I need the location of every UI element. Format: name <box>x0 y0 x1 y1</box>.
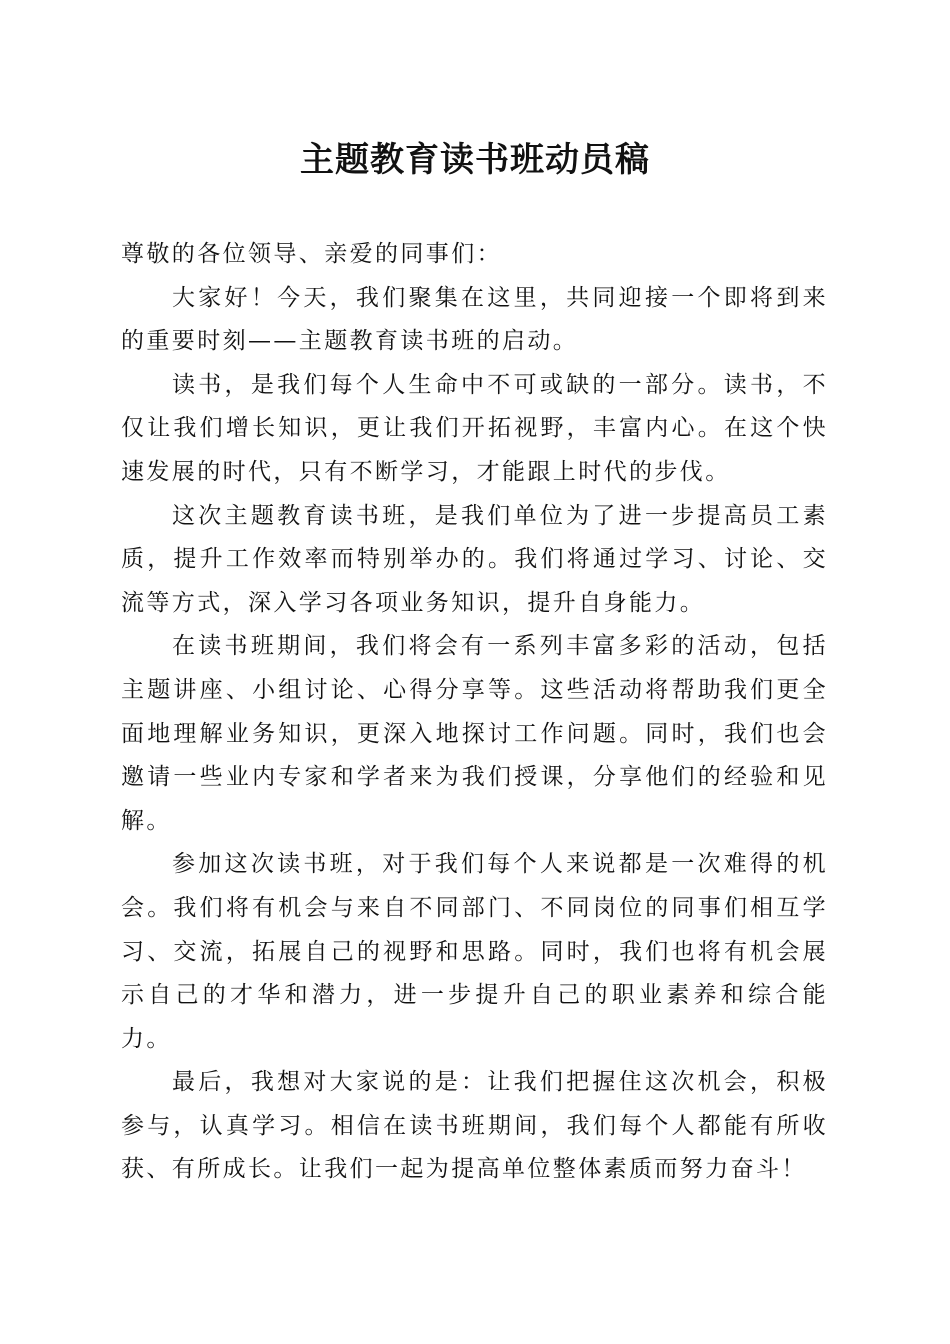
paragraph-opportunity: 参加这次读书班，对于我们每个人来说都是一次难得的机会。我们将有机会与来自不同部门、不同岗位的同事们相互学习、交流，拓展自己的视野和思路。同时，我们也将有机会展示自己的才华和潜力，进一步提升自己的职业素养和综合能力。 <box>121 851 828 1052</box>
document-body <box>121 233 828 1192</box>
paragraph-activities: 在读书班期间，我们将会有一系列丰富多彩的活动，包括主题讲座、小组讨论、心得分享等。这些活动将帮助我们更全面地理解业务知识，更深入地探讨工作问题。同时，我们也会邀请一些业内专家和学者来为我们授课，分享他们的经验和见解。 <box>121 633 828 834</box>
document-title: 主题教育读书班动员稿 <box>300 140 650 180</box>
paragraph-closing: 最后，我想对大家说的是：让我们把握住这次机会，积极参与，认真学习。相信在读书班期间，我们每个人都能有所收获、有所成长。让我们一起为提高单位整体素质而努力奋斗！ <box>121 1069 828 1183</box>
paragraph-greeting: 大家好！今天，我们聚集在这里，共同迎接一个即将到来的重要时刻——主题教育读书班的启动。 <box>121 284 828 355</box>
paragraph-reading-value: 读书，是我们每个人生命中不可或缺的一部分。读书，不仅让我们增长知识，更让我们开拓视野，丰富内心。在这个快速发展的时代，只有不断学习，才能跟上时代的步伐。 <box>121 371 828 485</box>
paragraph-purpose: 这次主题教育读书班，是我们单位为了进一步提高员工素质，提升工作效率而特别举办的。我们将通过学习、讨论、交流等方式，深入学习各项业务知识，提升自身能力。 <box>121 502 828 616</box>
salutation: 尊敬的各位领导、亲爱的同事们： <box>121 241 502 267</box>
